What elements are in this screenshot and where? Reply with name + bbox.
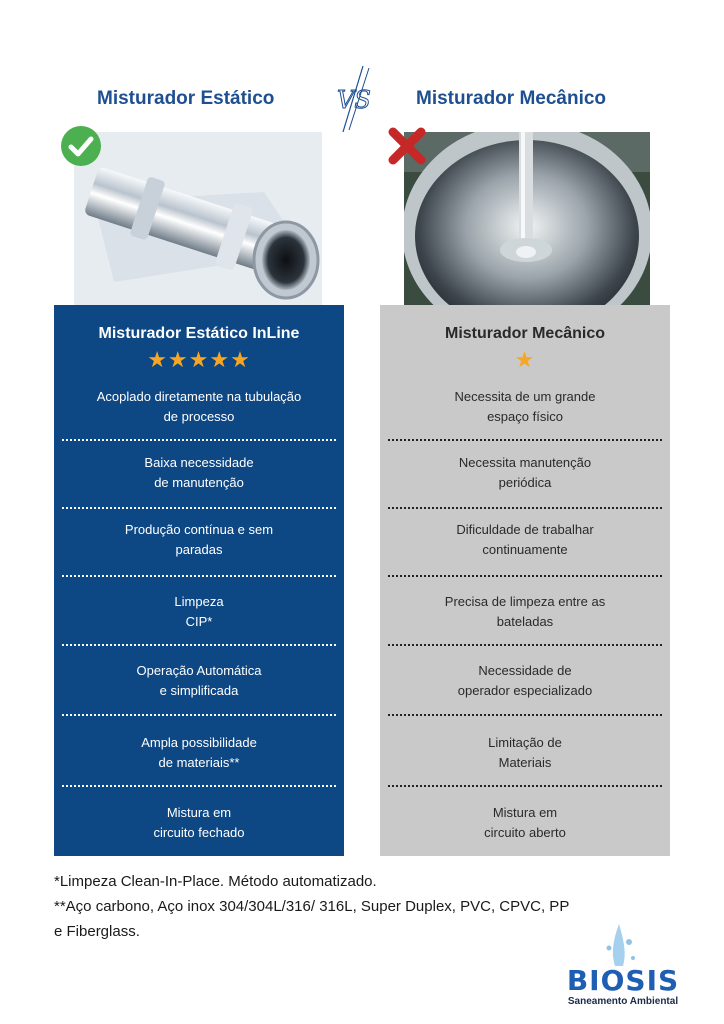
biosis-logo xyxy=(553,920,693,1016)
rating-stars: ★ xyxy=(514,347,536,372)
static-mixer-panel xyxy=(54,305,344,856)
rating-stars: ★★★★★ xyxy=(147,347,251,372)
dotted-divider xyxy=(388,785,662,787)
vs-label: VS xyxy=(337,86,371,114)
mechanical-mixer-photo xyxy=(404,132,650,316)
logo-tagline: Saneamento Ambiental xyxy=(567,996,679,1007)
water-drop-icon xyxy=(553,920,693,970)
feature-item: Limpeza CIP* xyxy=(174,594,224,629)
feature-item: Operação Automática e simplificada xyxy=(136,663,262,698)
feature-item: Necessita manutenção periódica xyxy=(458,455,592,490)
dotted-divider xyxy=(62,575,336,577)
mechanical-mixer-panel xyxy=(380,305,670,856)
feature-item: Acoplado diretamente na tubulação de processo xyxy=(96,389,302,424)
footnote-materials-cont: e Fiberglass. xyxy=(54,923,140,940)
x-mark-icon xyxy=(386,125,428,167)
feature-item: Limitação de Materiais xyxy=(488,735,562,770)
logo-wordmark: BIOSIS xyxy=(566,964,680,997)
footnote-cip: *Limpeza Clean-In-Place. Método automatizado. xyxy=(54,873,377,890)
dotted-divider xyxy=(388,644,662,646)
footnote-materials: **Aço carbono, Aço inox 304/304L/316/ 316L, Super Duplex, PVC, CPVC, PP xyxy=(54,898,570,915)
static-mixer-photo xyxy=(74,132,322,316)
feature-item: Ampla possibilidade de materiais** xyxy=(141,735,257,770)
feature-item: Necessita de um grande espaço físico xyxy=(454,389,596,424)
dotted-divider xyxy=(388,714,662,716)
vs-icon xyxy=(333,64,375,134)
dotted-divider xyxy=(62,439,336,441)
dotted-divider xyxy=(388,439,662,441)
feature-item: Mistura em circuito fechado xyxy=(153,805,245,840)
dotted-divider xyxy=(388,575,662,577)
heading-static-mixer: Misturador Estático xyxy=(97,88,275,109)
check-circle-icon xyxy=(61,126,101,166)
dotted-divider xyxy=(62,714,336,716)
dotted-divider xyxy=(388,507,662,509)
heading-mechanical-mixer: Misturador Mecânico xyxy=(416,88,607,109)
feature-item: Baixa necessidade de manutenção xyxy=(144,455,254,490)
feature-item: Mistura em circuito aberto xyxy=(484,805,566,840)
panel-title: Misturador Estático InLine xyxy=(98,325,300,342)
dotted-divider xyxy=(62,785,336,787)
dotted-divider xyxy=(62,644,336,646)
feature-item: Necessidade de operador especializado xyxy=(457,663,593,698)
feature-item: Produção contínua e sem paradas xyxy=(124,522,274,557)
dotted-divider xyxy=(62,507,336,509)
feature-item: Precisa de limpeza entre as bateladas xyxy=(444,594,606,629)
panel-title: Misturador Mecânico xyxy=(444,325,606,342)
feature-item: Dificuldade de trabalhar continuamente xyxy=(456,522,594,557)
